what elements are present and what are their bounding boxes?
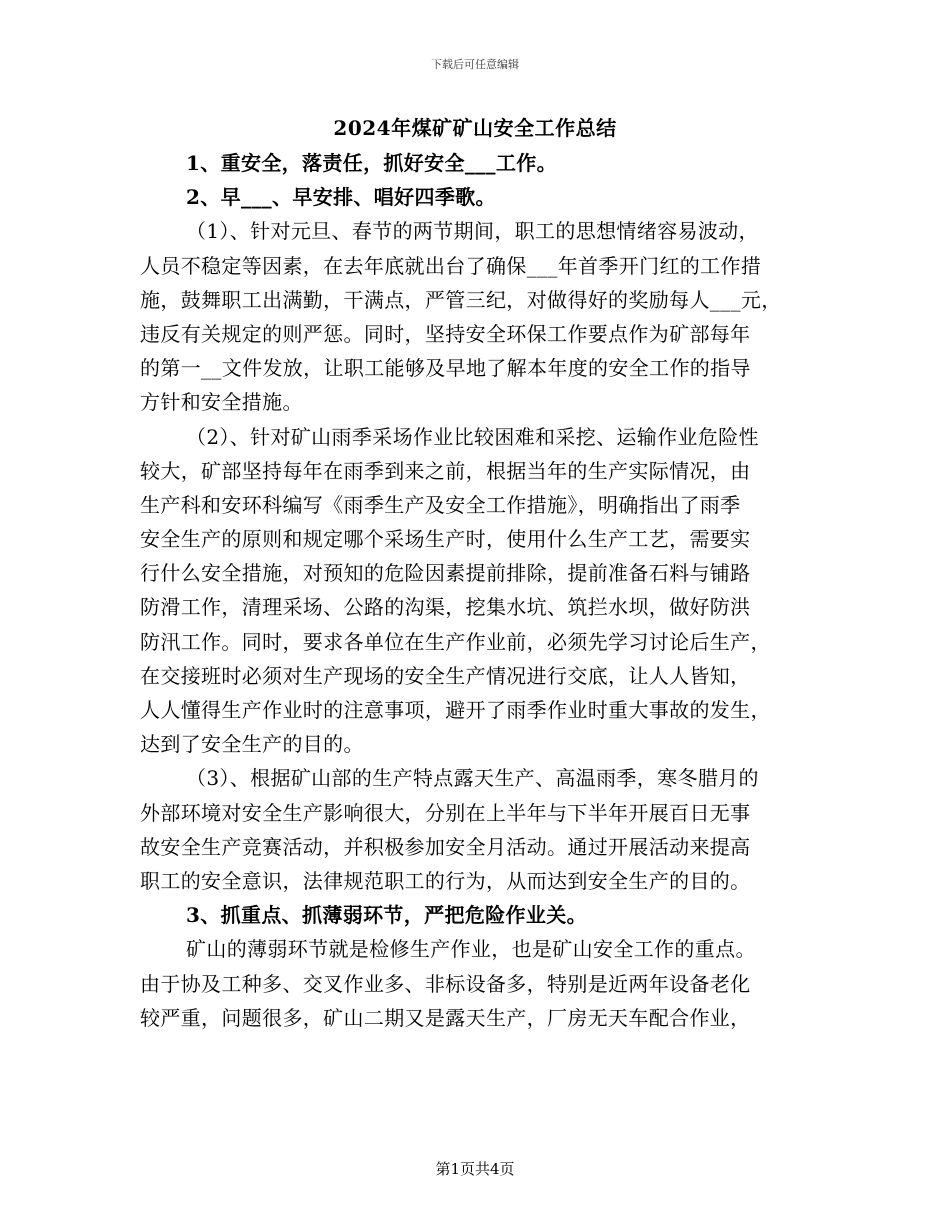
paragraph-line: 外部环境对安全生产影响很大，分别在上半年与下半年开展百日无事	[140, 800, 751, 825]
paragraph-line: 施，鼓舞职工出满勤，干满点，严管三纪，对做得好的奖励每人___元，	[140, 287, 782, 312]
document-body	[140, 146, 820, 1035]
page-footer: 第1页共4页	[435, 1160, 515, 1178]
paragraph-line: 安全生产的原则和规定哪个采场生产时，使用什么生产工艺，需要实	[140, 527, 751, 552]
paragraph-line: 在交接班时必须对生产现场的安全生产情况进行交底，让人人皆知，	[140, 663, 751, 688]
paragraph-line: 人员不稳定等因素，在去年底就出台了确保___年首季开门红的工作措	[140, 253, 762, 278]
paragraph-line: 职工的安全意识，法律规范职工的行为，从而达到安全生产的目的。	[140, 868, 751, 893]
section-heading: 2、早___、早安排、唱好四季歌。	[186, 185, 496, 210]
paragraph-line: 行什么安全措施，对预知的危险因素提前排除，提前准备石料与铺路	[140, 561, 751, 586]
section-heading: 1、重安全，落责任，抓好安全___工作。	[186, 151, 557, 175]
paragraph-line: （2）、针对矿山雨季采场作业比较困难和采挖、运输作业危险性	[186, 424, 759, 449]
paragraph-line: 矿山的薄弱环节就是检修生产作业，也是矿山安全工作的重点。	[186, 937, 756, 962]
paragraph-line: （1）、针对元旦、春节的两节期间，职工的思想情绪容易波动，	[186, 219, 759, 244]
paragraph-line: 方针和安全措施。	[140, 390, 303, 415]
paragraph-line: 较严重，问题很多，矿山二期又是露天生产，厂房无天车配合作业，	[140, 1005, 751, 1030]
paragraph-line: （3）、根据矿山部的生产特点露天生产、高温雨季，寒冬腊月的	[186, 766, 759, 791]
paragraph-line: 达到了安全生产的目的。	[140, 732, 364, 757]
paragraph-line: 防滑工作，清理采场、公路的沟渠，挖集水坑、筑拦水坝，做好防洪	[140, 595, 751, 620]
document-title: 2024年煤矿矿山安全工作总结	[333, 116, 617, 140]
page-header: 下载后可任意编辑	[431, 58, 519, 71]
paragraph-line: 故安全生产竞赛活动，并积极参加安全月活动。通过开展活动来提高	[140, 834, 751, 859]
paragraph-line: 防汛工作。同时，要求各单位在生产作业前，必须先学习讨论后生产，	[140, 629, 771, 654]
paragraph-line: 违反有关规定的则严惩。同时，坚持安全环保工作要点作为矿部每年	[140, 321, 751, 346]
paragraph-line: 生产科和安环科编写《雨季生产及安全工作措施》，明确指出了雨季	[140, 492, 741, 517]
paragraph-line: 的第一__文件发放，让职工能够及早地了解本年度的安全工作的指导	[140, 356, 751, 381]
paragraph-line: 人人懂得生产作业时的注意事项，避开了雨季作业时重大事故的发生，	[140, 698, 771, 722]
paragraph-line: 较大，矿部坚持每年在雨季到来之前，根据当年的生产实际情况，由	[140, 458, 751, 483]
paragraph-line: 由于协及工种多、交叉作业多、非标设备多，特别是近两年设备老化	[140, 971, 751, 996]
section-heading: 3、抓重点、抓薄弱环节，严把危险作业关。	[186, 903, 587, 928]
